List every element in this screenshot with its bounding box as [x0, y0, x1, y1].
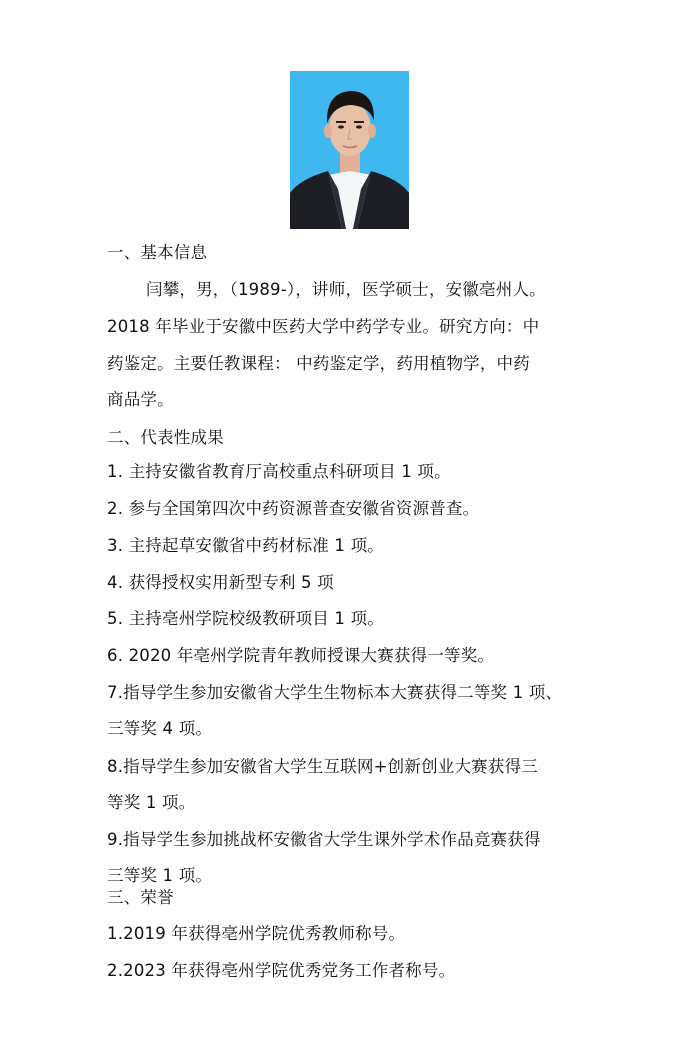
achievements-heading: 二、代表性成果: [107, 428, 224, 447]
achievement-item: 5. 主持亳州学院校级教研项目 1 项。: [107, 609, 384, 628]
achievement-item: 2. 参与全国第四次中药资源普查安徽省资源普查。: [107, 499, 480, 518]
basic-info-heading: 一、基本信息: [107, 243, 208, 262]
achievement-item: 3. 主持起草安徽省中药材标准 1 项。: [107, 536, 384, 555]
bio-line-3: 药鉴定。主要任教课程： 中药鉴定学，药用植物学，中药: [107, 354, 530, 373]
achievement-item: 1. 主持安徽省教育厅高校重点科研项目 1 项。: [107, 462, 451, 481]
honors-heading: 三、荣誉: [107, 888, 174, 907]
achievement-item: 7.指导学生参加安徽省大学生生物标本大赛获得二等奖 1 项、: [107, 683, 563, 702]
honor-item: 2.2023 年获得亳州学院优秀党务工作者称号。: [107, 961, 456, 980]
achievement-item-continued: 三等奖 4 项。: [107, 719, 213, 738]
achievement-item: 9.指导学生参加挑战杯安徽省大学生课外学术作品竞赛获得: [107, 830, 541, 849]
achievement-item: 6. 2020 年亳州学院青年教师授课大赛获得一等奖。: [107, 646, 495, 665]
achievement-item: 8.指导学生参加安徽省大学生互联网+创新创业大赛获得三: [107, 757, 538, 776]
achievement-item-continued: 三等奖 1 项。: [107, 866, 213, 885]
achievement-item-continued: 等奖 1 项。: [107, 793, 196, 812]
portrait-photo: [290, 71, 409, 229]
bio-line-1: 闫攀，男，（1989-），讲师，医学硕士，安徽亳州人。: [146, 280, 546, 299]
achievement-item: 4. 获得授权实用新型专利 5 项: [107, 573, 334, 592]
bio-line-4: 商品学。: [107, 390, 174, 409]
honor-item: 1.2019 年获得亳州学院优秀教师称号。: [107, 924, 406, 943]
bio-line-2: 2018 年毕业于安徽中医药大学中药学专业。研究方向：中: [107, 317, 540, 336]
